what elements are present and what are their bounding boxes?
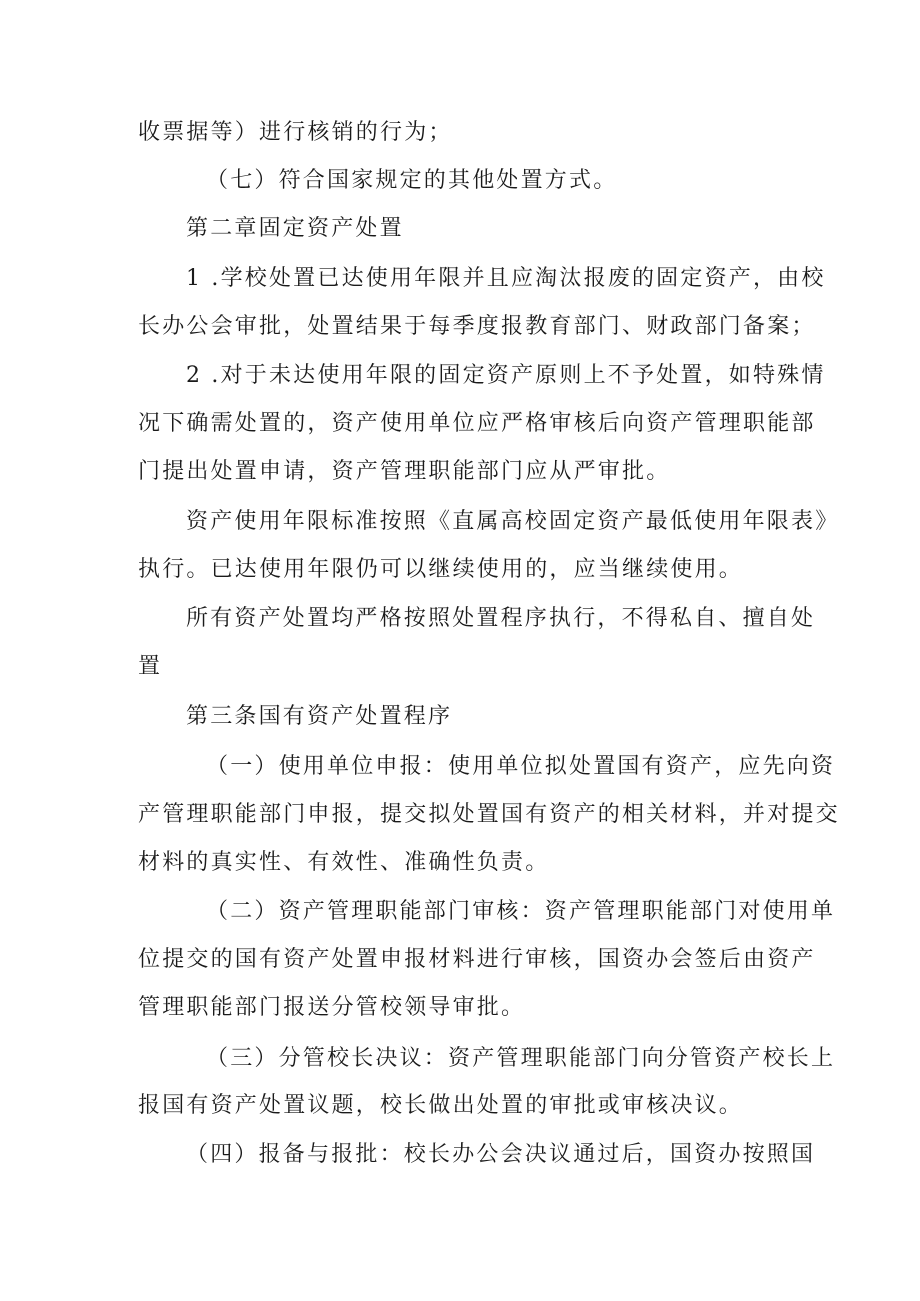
text-line: 产管理职能部门申报，提交拟处置国有资产的相关材料，并对提交	[138, 802, 840, 827]
text-line: 长办公会审批，处置结果于每季度报教育部门、财政部门备案；	[138, 314, 816, 339]
text-line: 执行。已达使用年限仍可以继续使用的，应当继续使用。	[138, 557, 744, 582]
text-line: 1 .学校处置已达使用年限并且应淘汰报废的固定资产，由校	[186, 266, 826, 291]
text-line: 材料的真实性、有效性、准确性负责。	[138, 850, 550, 875]
text-line: 资产使用年限标准按照《直属高校固定资产最低使用年限表》	[186, 509, 840, 534]
text-line: 2 .对于未达使用年限的固定资产原则上不予处置，如特殊情	[186, 363, 826, 388]
section-heading: 第三条国有资产处置程序	[186, 704, 453, 729]
text-line: （七）符合国家规定的其他处置方式。	[206, 168, 618, 193]
text-line: 管理职能部门报送分管校领导审批。	[138, 995, 526, 1020]
text-line: 收票据等）进行核销的行为；	[138, 120, 453, 145]
text-line: 所有资产处置均严格按照处置程序执行，不得私自、擅自处	[186, 606, 816, 631]
text-line: 报国有资产处置议题，校长做出处置的审批或审核决议。	[138, 1093, 744, 1118]
text-line: （四）报备与报批：校长办公会决议通过后，国资办按照国	[186, 1142, 816, 1167]
text-line: （二）资产管理职能部门审核：资产管理职能部门对使用单	[206, 899, 836, 924]
text-line: 位提交的国有资产处置申报材料进行审核，国资办会签后由资产	[138, 947, 816, 972]
text-line: 置	[138, 654, 163, 679]
text-line: 门提出处置申请，资产管理职能部门应从严审批。	[138, 459, 671, 484]
section-heading: 第二章固定资产处置	[186, 216, 404, 241]
text-line: 况下确需处置的，资产使用单位应严格审核后向资产管理职能部	[138, 411, 816, 436]
text-line: （一）使用单位申报：使用单位拟处置国有资产，应先向资	[206, 754, 836, 779]
text-line: （三）分管校长决议：资产管理职能部门向分管资产校长上	[206, 1046, 836, 1071]
